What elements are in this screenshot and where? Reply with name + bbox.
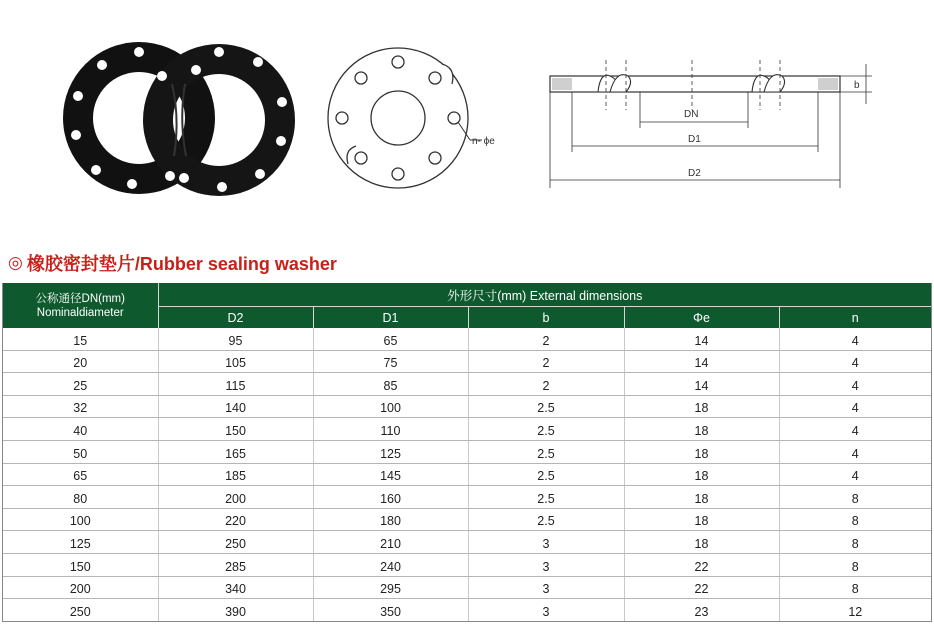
b-dimension-label: b xyxy=(854,80,860,91)
cell-d2: 390 xyxy=(158,599,313,622)
cell-d2: 115 xyxy=(158,373,313,396)
cell-n: 4 xyxy=(779,463,931,486)
cell-d2: 150 xyxy=(158,418,313,441)
cell-b: 3 xyxy=(468,531,624,554)
cell-d2: 285 xyxy=(158,553,313,576)
section-title-text: 橡胶密封垫片/Rubber sealing washer xyxy=(26,254,337,274)
rubber-washers-photo xyxy=(62,38,302,198)
cell-dn: 150 xyxy=(3,553,158,576)
cell-d1: 125 xyxy=(313,440,468,463)
table-row xyxy=(3,350,931,373)
cell-b: 2.5 xyxy=(468,463,624,486)
cell-d2: 340 xyxy=(158,576,313,599)
cell-d1: 180 xyxy=(313,508,468,531)
cell-d1: 160 xyxy=(313,486,468,509)
cell-phi-e: 18 xyxy=(624,463,779,486)
dn-header-en: Nominaldiameter xyxy=(36,306,124,319)
cell-n: 4 xyxy=(779,350,931,373)
cell-dn: 15 xyxy=(3,328,158,350)
cell-dn: 25 xyxy=(3,373,158,396)
dn-column-header xyxy=(3,283,158,328)
table-body xyxy=(3,328,931,621)
cell-b: 2 xyxy=(468,350,624,373)
cell-d1: 145 xyxy=(313,463,468,486)
table-row xyxy=(3,373,931,396)
cell-d1: 75 xyxy=(313,350,468,373)
cell-d2: 95 xyxy=(158,328,313,350)
cell-phi-e: 22 xyxy=(624,576,779,599)
cell-n: 8 xyxy=(779,553,931,576)
column-header-n: n xyxy=(779,307,931,329)
cell-phi-e: 18 xyxy=(624,486,779,509)
cell-n: 4 xyxy=(779,418,931,441)
table-row xyxy=(3,486,931,509)
cell-phi-e: 18 xyxy=(624,508,779,531)
cell-d1: 65 xyxy=(313,328,468,350)
column-header-b: b xyxy=(468,307,624,329)
cell-phi-e: 18 xyxy=(624,418,779,441)
cell-b: 3 xyxy=(468,599,624,622)
dn-header-cn: 公称通径DN(mm) xyxy=(35,292,125,305)
cell-d2: 250 xyxy=(158,531,313,554)
title-bullet-icon: ◎ xyxy=(8,253,23,272)
column-header-d2: D2 xyxy=(158,307,313,329)
column-header-phi-e: Φe xyxy=(624,307,779,329)
cell-n: 8 xyxy=(779,486,931,509)
cell-d1: 350 xyxy=(313,599,468,622)
cell-b: 2.5 xyxy=(468,508,624,531)
cell-n: 8 xyxy=(779,576,931,599)
cell-b: 2.5 xyxy=(468,418,624,441)
dn-dimension-label: DN xyxy=(684,109,699,120)
cell-n: 4 xyxy=(779,395,931,418)
dimensions-table-container xyxy=(2,283,932,622)
cell-d2: 185 xyxy=(158,463,313,486)
cell-d1: 295 xyxy=(313,576,468,599)
cell-d1: 100 xyxy=(313,395,468,418)
cell-n: 4 xyxy=(779,373,931,396)
cell-dn: 125 xyxy=(3,531,158,554)
table-row xyxy=(3,531,931,554)
cell-dn: 100 xyxy=(3,508,158,531)
washer-section-drawing xyxy=(540,50,880,200)
d2-dimension-label: D2 xyxy=(688,168,701,179)
cell-dn: 250 xyxy=(3,599,158,622)
cell-n: 4 xyxy=(779,328,931,350)
cell-b: 2.5 xyxy=(468,395,624,418)
table-row xyxy=(3,599,931,622)
cell-d1: 110 xyxy=(313,418,468,441)
cell-d2: 140 xyxy=(158,395,313,418)
table-row xyxy=(3,576,931,599)
cell-dn: 20 xyxy=(3,350,158,373)
cell-d1: 85 xyxy=(313,373,468,396)
cell-phi-e: 18 xyxy=(624,531,779,554)
cell-phi-e: 18 xyxy=(624,440,779,463)
cell-d1: 210 xyxy=(313,531,468,554)
cell-n: 8 xyxy=(779,508,931,531)
cell-n: 8 xyxy=(779,531,931,554)
table-row xyxy=(3,440,931,463)
cell-n: 12 xyxy=(779,599,931,622)
cell-dn: 50 xyxy=(3,440,158,463)
table-row xyxy=(3,395,931,418)
dimensions-table xyxy=(3,283,931,622)
d1-dimension-label: D1 xyxy=(688,134,701,145)
column-header-d1: D1 xyxy=(313,307,468,329)
cell-b: 2 xyxy=(468,328,624,350)
cell-d2: 165 xyxy=(158,440,313,463)
cell-d2: 200 xyxy=(158,486,313,509)
cell-phi-e: 14 xyxy=(624,350,779,373)
cell-dn: 40 xyxy=(3,418,158,441)
drawings-area xyxy=(0,0,934,240)
cell-b: 3 xyxy=(468,576,624,599)
cell-n: 4 xyxy=(779,440,931,463)
table-row xyxy=(3,418,931,441)
cell-dn: 200 xyxy=(3,576,158,599)
cell-dn: 65 xyxy=(3,463,158,486)
cell-phi-e: 23 xyxy=(624,599,779,622)
cell-d2: 220 xyxy=(158,508,313,531)
washer-front-view-drawing xyxy=(322,40,522,200)
table-row xyxy=(3,508,931,531)
cell-b: 3 xyxy=(468,553,624,576)
external-dimensions-header: 外形尺寸(mm) External dimensions xyxy=(158,283,931,307)
cell-phi-e: 14 xyxy=(624,328,779,350)
cell-b: 2 xyxy=(468,373,624,396)
table-row xyxy=(3,553,931,576)
cell-d2: 105 xyxy=(158,350,313,373)
cell-d1: 240 xyxy=(313,553,468,576)
cell-phi-e: 14 xyxy=(624,373,779,396)
cell-phi-e: 18 xyxy=(624,395,779,418)
cell-phi-e: 22 xyxy=(624,553,779,576)
section-title xyxy=(8,250,337,276)
cell-b: 2.5 xyxy=(468,486,624,509)
cell-dn: 32 xyxy=(3,395,158,418)
table-row xyxy=(3,463,931,486)
table-row xyxy=(3,328,931,350)
cell-b: 2.5 xyxy=(468,440,624,463)
hole-spec-label: n- ϕe xyxy=(472,136,495,147)
cell-dn: 80 xyxy=(3,486,158,509)
